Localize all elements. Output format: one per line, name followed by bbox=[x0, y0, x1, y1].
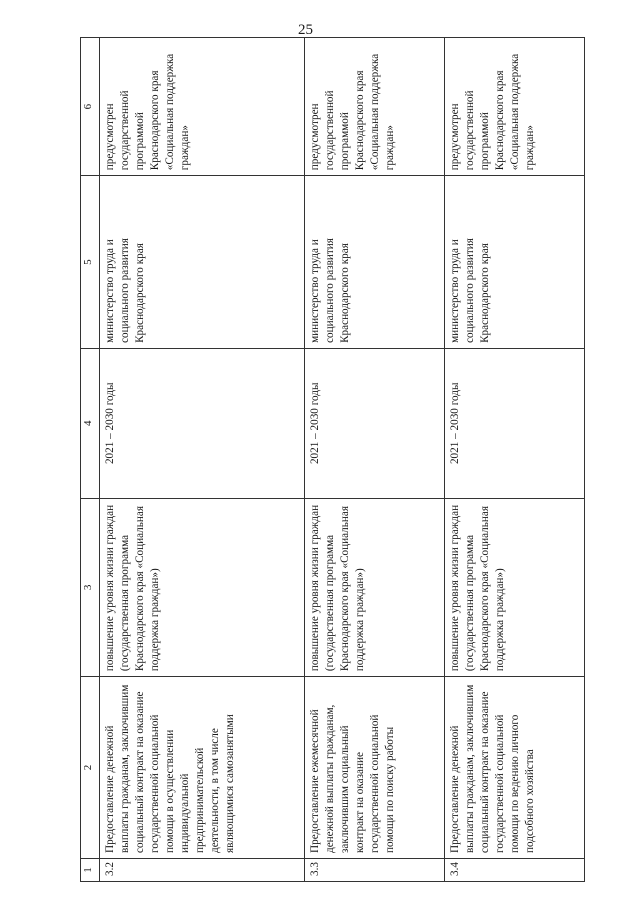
executor-cell: министерство труда и социального развития Краснодарского края bbox=[100, 176, 305, 349]
executor-cell: министерство труда и социального развития Краснодарского края bbox=[444, 176, 584, 349]
table-row bbox=[444, 38, 584, 882]
measures-table bbox=[80, 37, 585, 882]
column-header: 6 bbox=[81, 38, 100, 176]
funding-cell: предусмотрен государственной программой Краснодарского края «Социальная поддержка граждан» bbox=[304, 38, 444, 176]
period-cell: 2021 – 2030 годы bbox=[444, 348, 584, 498]
measure-cell: Предоставление денежной выплаты гражданам, заключившим социальный контракт на оказание государственной социальной помощи по ведению личного подсобного хозяйства bbox=[444, 677, 584, 859]
column-header: 5 bbox=[81, 176, 100, 349]
row-number: 3.2 bbox=[100, 858, 305, 881]
page-number: 25 bbox=[298, 22, 313, 38]
period-cell: 2021 – 2030 годы bbox=[304, 348, 444, 498]
row-number: 3.4 bbox=[444, 858, 584, 881]
row-number: 3.3 bbox=[304, 858, 444, 881]
column-header: 3 bbox=[81, 498, 100, 676]
rotated-table-container bbox=[80, 37, 585, 882]
table-row bbox=[100, 38, 305, 882]
goal-cell: повышение уровня жизни граждан (государственная программа Краснодарского края «Социальная поддержка граждан») bbox=[100, 498, 305, 676]
measure-cell: Предоставление денежной выплаты гражданам, заключившим социальный контракт на оказание государственной социальной помощи в осуществлении индивидуальной предпринимательской деятельности, в том числе являющимися самозанятыми bbox=[100, 677, 305, 859]
table-row bbox=[304, 38, 444, 882]
executor-cell: министерство труда и социального развития Краснодарского края bbox=[304, 176, 444, 349]
funding-cell: предусмотрен государственной программой Краснодарского края «Социальная поддержка граждан» bbox=[444, 38, 584, 176]
column-header: 4 bbox=[81, 348, 100, 498]
column-header: 1 bbox=[81, 858, 100, 881]
goal-cell: повышение уровня жизни граждан (государственная программа Краснодарского края «Социальная поддержка граждан») bbox=[444, 498, 584, 676]
measure-cell: Предоставление ежемесячной денежной выплаты гражданам, заключившим социальный контракт на оказание государственной социальной помощи по поиску работы bbox=[304, 677, 444, 859]
goal-cell: повышение уровня жизни граждан (государственная программа Краснодарского края «Социальная поддержка граждан») bbox=[304, 498, 444, 676]
period-cell: 2021 – 2030 годы bbox=[100, 348, 305, 498]
column-header: 2 bbox=[81, 677, 100, 859]
table-header-row bbox=[81, 38, 100, 882]
funding-cell: предусмотрен государственной программой Краснодарского края «Социальная поддержка граждан» bbox=[100, 38, 305, 176]
